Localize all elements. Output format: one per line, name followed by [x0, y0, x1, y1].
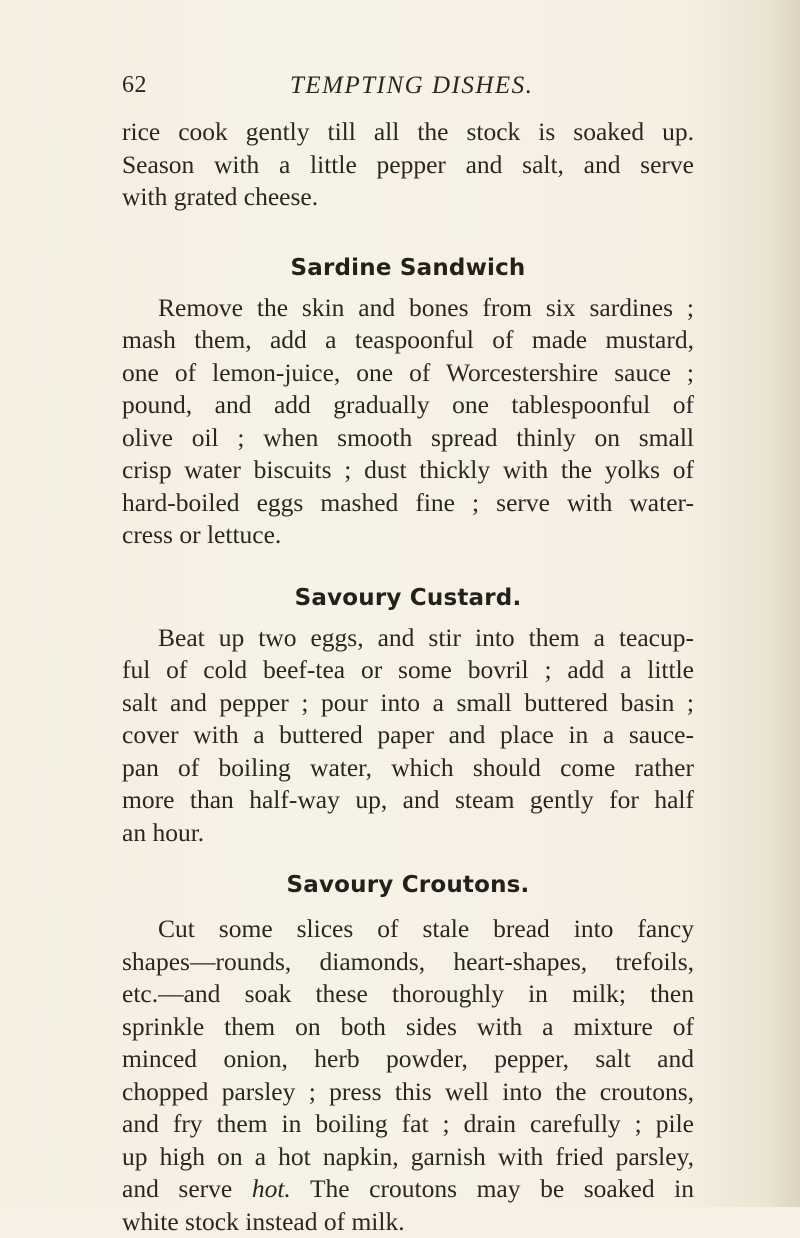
text-fragment: and serve	[122, 1174, 232, 1203]
text-line: an hour.	[122, 817, 694, 850]
text-line: more than half-way up, and steam gently for half	[122, 784, 694, 817]
text-line: Beat up two eggs, and stir into them a teacup-	[122, 622, 694, 655]
text-line: Cut some slices of stale bread into fancy	[122, 913, 694, 946]
text-line-with-italic	[122, 1173, 694, 1206]
text-line: chopped parsley ; press this well into the croutons,	[122, 1076, 694, 1109]
page-body	[122, 110, 694, 1238]
page-number: 62	[122, 72, 147, 99]
paragraph-continuation	[122, 116, 694, 214]
page-header	[122, 72, 702, 108]
text-line: Remove the skin and bones from six sardines ;	[122, 292, 694, 325]
text-line: olive oil ; when smooth spread thinly on small	[122, 422, 694, 455]
text-line: cress or lettuce.	[122, 519, 694, 552]
text-line: up high on a hot napkin, garnish with fried parsley,	[122, 1141, 694, 1174]
text-line: mash them, add a teaspoonful of made mustard,	[122, 324, 694, 357]
text-line: rice cook gently till all the stock is soaked up.	[122, 116, 694, 149]
text-fragment: The croutons may be soaked in	[310, 1174, 694, 1203]
recipe-title-savoury-croutons: Savoury Croutons.	[122, 865, 694, 905]
italic-word: hot.	[252, 1174, 291, 1203]
text-line: minced onion, herb powder, pepper, salt and	[122, 1043, 694, 1076]
recipe-title-savoury-custard: Savoury Custard.	[122, 578, 694, 618]
text-line: shapes—rounds, diamonds, heart-shapes, trefoils,	[122, 946, 694, 979]
text-line: crisp water biscuits ; dust thickly with the yolks of	[122, 454, 694, 487]
text-line: white stock instead of milk.	[122, 1206, 694, 1238]
paragraph-sardine-sandwich	[122, 292, 694, 552]
text-line: ful of cold beef-tea or some bovril ; add a little	[122, 654, 694, 687]
text-line: pound, and add gradually one tablespoonful of	[122, 389, 694, 422]
paragraph-savoury-croutons	[122, 913, 694, 1238]
text-line: etc.—and soak these thoroughly in milk; then	[122, 978, 694, 1011]
text-line: and fry them in boiling fat ; drain carefully ; pile	[122, 1108, 694, 1141]
recipe-title-sardine-sandwich: Sardine Sandwich	[122, 248, 694, 288]
text-line: sprinkle them on both sides with a mixture of	[122, 1011, 694, 1044]
running-head: TEMPTING DISHES.	[290, 72, 533, 100]
text-line: cover with a buttered paper and place in a sauce-	[122, 719, 694, 752]
paragraph-savoury-custard	[122, 622, 694, 850]
text-line: with grated cheese.	[122, 181, 694, 214]
text-line: hard-boiled eggs mashed fine ; serve with water-	[122, 487, 694, 520]
text-line: pan of boiling water, which should come rather	[122, 752, 694, 785]
text-line: salt and pepper ; pour into a small buttered basin ;	[122, 687, 694, 720]
text-line: one of lemon-juice, one of Worcestershire sauce ;	[122, 357, 694, 390]
text-line: Season with a little pepper and salt, and serve	[122, 149, 694, 182]
